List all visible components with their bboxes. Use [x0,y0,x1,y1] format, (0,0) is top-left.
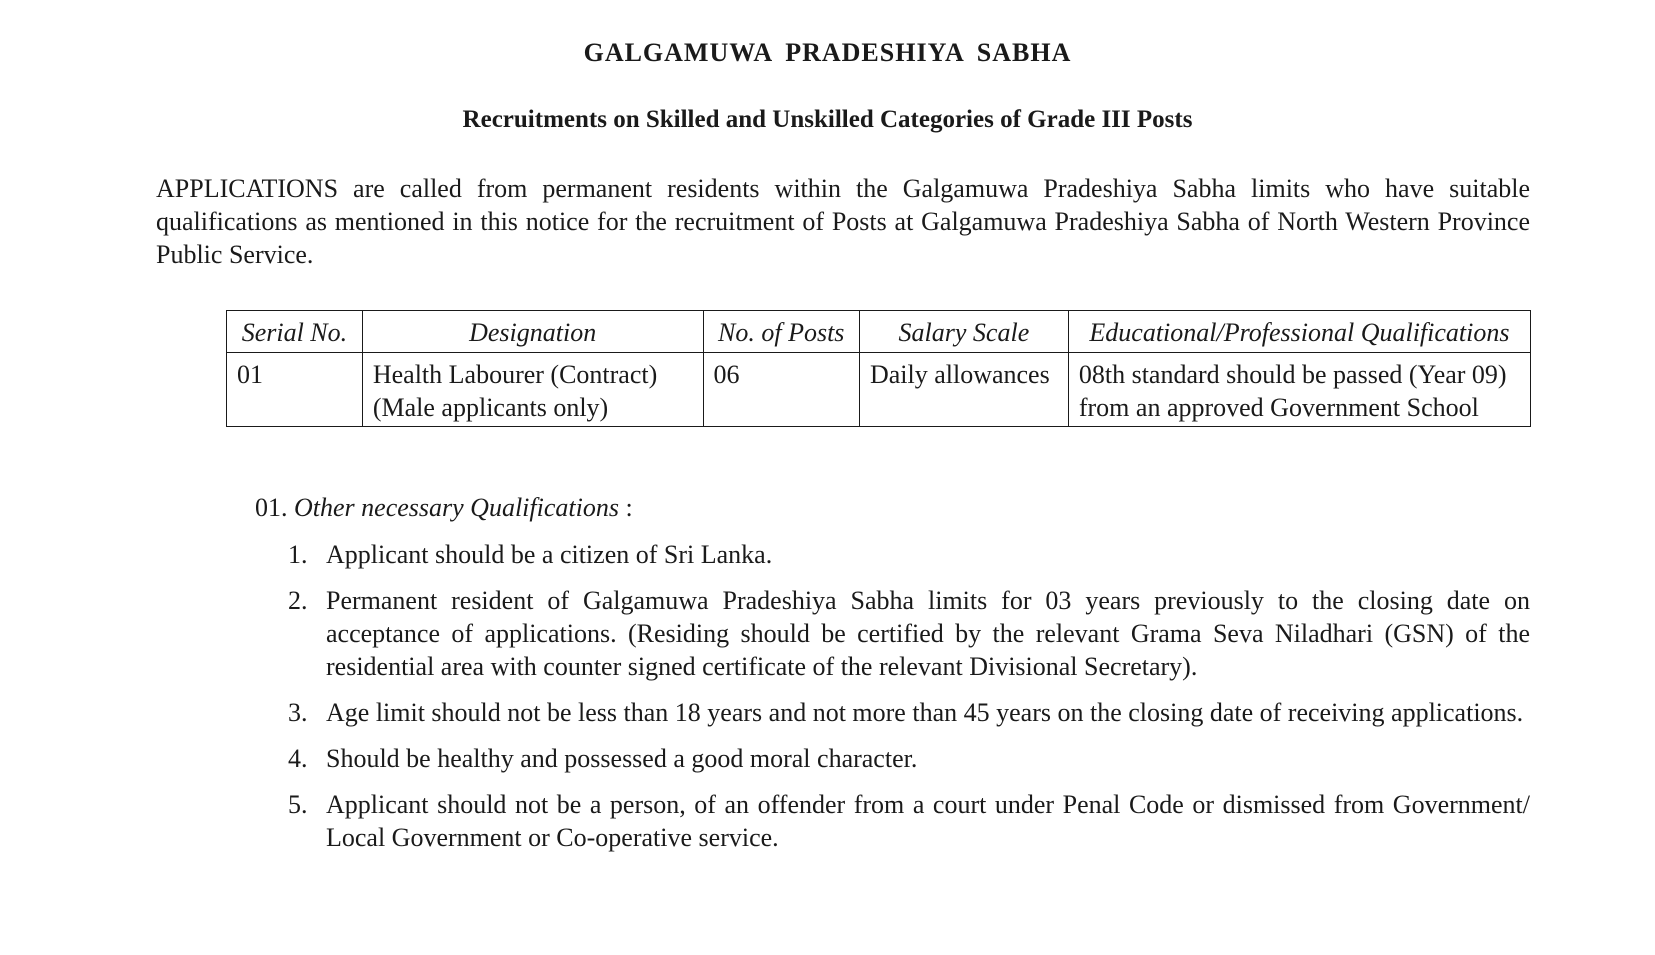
intro-paragraph: APPLICATIONS are called from permanent residents within the Galgamuwa Pradeshiya Sabha limits who have suitable qualifications as mentioned in this notice for the recruitment of Posts at Galgamuwa Pradeshiya Sabha of North Western Province Public Service. [156,174,1530,269]
list-item-text: Applicant should not be a person, of an offender from a court under Penal Code or dismissed from Government/ Local Government or Co-operative service. [326,790,1530,852]
section-heading [255,493,633,523]
section-title: Other necessary Qualifications [294,493,619,522]
list-item-text: Should be healthy and possessed a good moral character. [326,744,918,773]
section-colon: : [625,493,633,522]
posts-table [226,310,1531,427]
table-header-row [227,311,1531,353]
header-no-of-posts: No. of Posts [703,311,859,353]
cell-posts: 06 [703,353,859,427]
list-item-number: 1. [288,540,308,569]
list-item-number: 3. [288,698,308,727]
list-item-number: 4. [288,744,308,773]
list-item-text: Age limit should not be less than 18 years and not more than 45 years on the closing date of receiving applications. [326,698,1524,727]
header-designation: Designation [362,311,703,353]
header-qualifications: Educational/Professional Qualifications [1068,311,1530,353]
list-item [288,538,1530,571]
list-item-text: Permanent resident of Galgamuwa Pradeshiya Sabha limits for 03 years previously to the closing date on acceptance of applications. (Residing should be certified by the relevant Grama Seva Niladhari (GSN) of the residential area with counter signed certificate of the relevant Divisional Secretary). [326,586,1530,681]
page-title: GALGAMUWA PRADESHIYA SABHA [583,38,1072,67]
requirements-list [288,538,1530,867]
list-item [288,742,1530,775]
list-item-text: Applicant should be a citizen of Sri Lanka. [326,540,773,569]
header-serial-no: Serial No. [227,311,363,353]
cell-designation [362,353,703,427]
designation-line-1: Health Labourer (Contract) [372,360,658,389]
list-item-number: 5. [288,790,308,819]
cell-qualifications: 08th standard should be passed (Year 09) from an approved Government School [1068,353,1530,427]
list-item-number: 2. [288,586,308,615]
table-row [227,353,1531,427]
header-salary-scale: Salary Scale [859,311,1068,353]
list-item [288,788,1530,854]
page-subtitle: Recruitments on Skilled and Unskilled Categories of Grade III Posts [462,106,1193,133]
designation-line-2: (Male applicants only) [372,393,609,422]
cell-serial: 01 [227,353,363,427]
list-item [288,584,1530,683]
cell-salary: Daily allowances [859,353,1068,427]
section-number: 01. [255,493,288,522]
list-item [288,696,1530,729]
